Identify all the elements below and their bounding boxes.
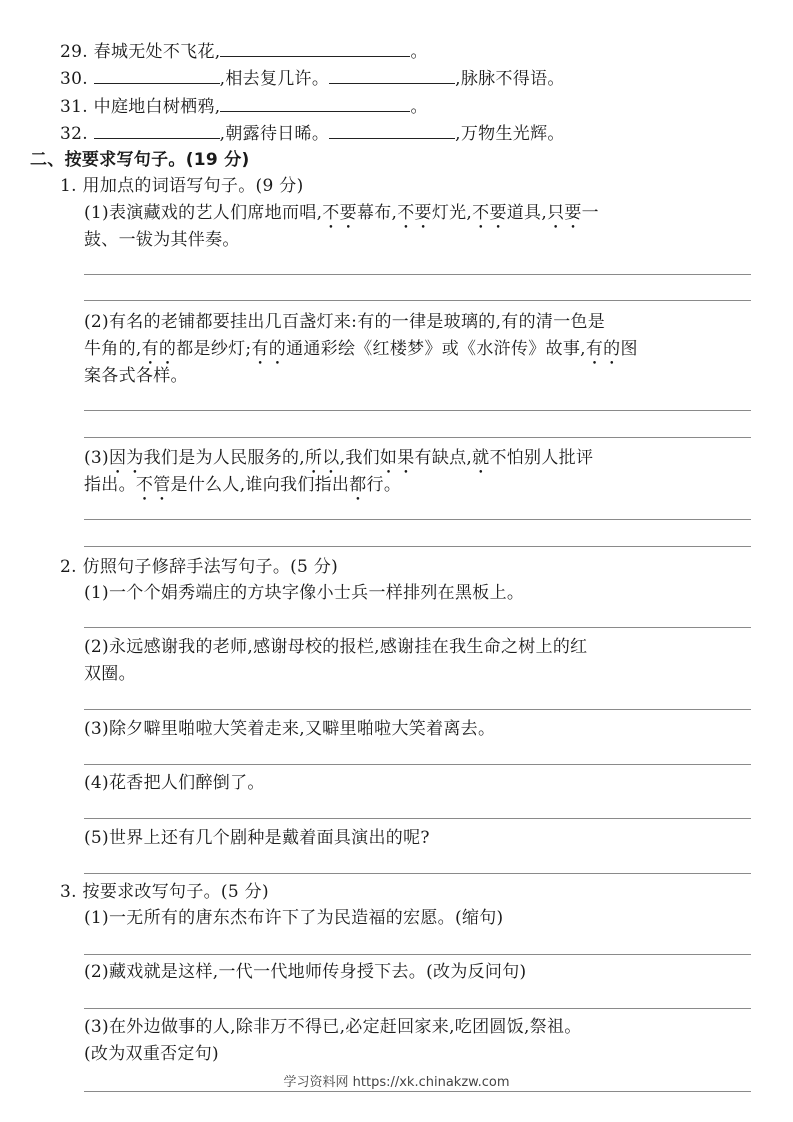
emphasized-word: 有的 — [141, 339, 177, 359]
sentence-text: 指出。不管是什么人,谁向我们指出都行。 — [84, 475, 402, 495]
sentence-text: 案各式各样。 — [84, 366, 188, 386]
sentence-text: (改为双重否定句) — [84, 1044, 219, 1064]
answer-blank[interactable] — [94, 67, 220, 84]
sentence-text: 鼓、一钹为其伴奏。 — [84, 230, 240, 250]
answer-line[interactable] — [84, 818, 751, 819]
question-title: 3. 按要求改写句子。(5 分) — [60, 882, 269, 902]
emphasized-word: 如果 — [379, 448, 415, 468]
answer-line[interactable] — [84, 274, 751, 275]
answer-line[interactable] — [84, 300, 751, 301]
emphasized-word: 不要 — [472, 203, 507, 223]
answer-line[interactable] — [84, 764, 751, 765]
answer-line[interactable] — [84, 1008, 751, 1009]
sentence-text: (2)藏戏就是这样,一代一代地师传身授下去。(改为反问句) — [84, 962, 527, 982]
sentence-text: 牛角的,有的都是纱灯;有的通通彩绘《红楼梦》或《水浒传》故事,有的图 — [84, 339, 638, 359]
sentence-text: (3)因为我们是为人民服务的,所以,我们如果有缺点,就不怕别人批评 — [84, 448, 594, 468]
emphasized-word: 就 — [472, 448, 490, 468]
answer-line[interactable] — [84, 410, 751, 411]
answer-line[interactable] — [84, 627, 751, 628]
sentence-text: (1)一个个娟秀端庄的方块字像小士兵一样排列在黑板上。 — [84, 583, 525, 603]
poem-line-31: 31. 中庭地白树栖鸦, 。 — [60, 97, 428, 117]
answer-line[interactable] — [84, 546, 751, 547]
answer-line[interactable] — [84, 519, 751, 520]
emphasized-word: 不要 — [322, 203, 357, 223]
emphasized-word: 因为 — [108, 448, 144, 468]
sentence-text: (1)表演藏戏的艺人们席地而唱,不要幕布,不要灯光,不要道具,只要一 — [84, 203, 599, 223]
sentence-text: (3)除夕噼里啪啦大笑着走来,又噼里啪啦大笑着离去。 — [84, 719, 496, 739]
sentence-text: (4)花香把人们醉倒了。 — [84, 773, 265, 793]
answer-line[interactable] — [84, 873, 751, 874]
answer-line[interactable] — [84, 954, 751, 955]
answer-line[interactable] — [84, 437, 751, 438]
answer-blank[interactable] — [329, 67, 455, 84]
poem-line-32: 32. ,朝露待日晞。 ,万物生光辉。 — [60, 124, 565, 144]
emphasized-word: 只要 — [547, 203, 582, 223]
sentence-text: 双圈。 — [84, 664, 136, 684]
sentence-text: (2)有名的老铺都要挂出几百盏灯来:有的一律是玻璃的,有的清一色是 — [84, 312, 606, 332]
answer-line[interactable] — [84, 1091, 751, 1092]
answer-blank[interactable] — [94, 122, 220, 139]
section-heading: 二、按要求写句子。(19 分) — [30, 150, 250, 170]
answer-blank[interactable] — [329, 122, 455, 139]
sentence-text: (3)在外边做事的人,除非万不得已,必定赶回家来,吃团圆饭,祭祖。 — [84, 1017, 582, 1037]
sentence-text: (1)一无所有的唐东杰布许下了为民造福的宏愿。(缩句) — [84, 908, 504, 928]
sentence-text: (5)世界上还有几个剧种是戴着面具演出的呢? — [84, 828, 430, 848]
answer-blank[interactable] — [220, 40, 410, 57]
emphasized-word: 有的 — [251, 339, 287, 359]
emphasized-word: 不管 — [135, 475, 171, 495]
emphasized-word: 有的 — [585, 339, 621, 359]
emphasized-word: 所以 — [305, 448, 340, 468]
watermark: 学习资料网 https://xk.chinakzw.com — [283, 1075, 510, 1090]
question-title: 2. 仿照句子修辞手法写句子。(5 分) — [60, 557, 339, 577]
question-title: 1. 用加点的词语写句子。(9 分) — [60, 176, 304, 196]
poem-line-29: 29. 春城无处不飞花, 。 — [60, 42, 428, 62]
sentence-text: (2)永远感谢我的老师,感谢母校的报栏,感谢挂在我生命之树上的红 — [84, 637, 588, 657]
emphasized-word: 都 — [349, 475, 367, 495]
answer-line[interactable] — [84, 709, 751, 710]
poem-line-30: 30. ,相去复几许。 ,脉脉不得语。 — [60, 69, 565, 89]
emphasized-word: 不要 — [397, 203, 432, 223]
answer-blank[interactable] — [220, 95, 410, 112]
